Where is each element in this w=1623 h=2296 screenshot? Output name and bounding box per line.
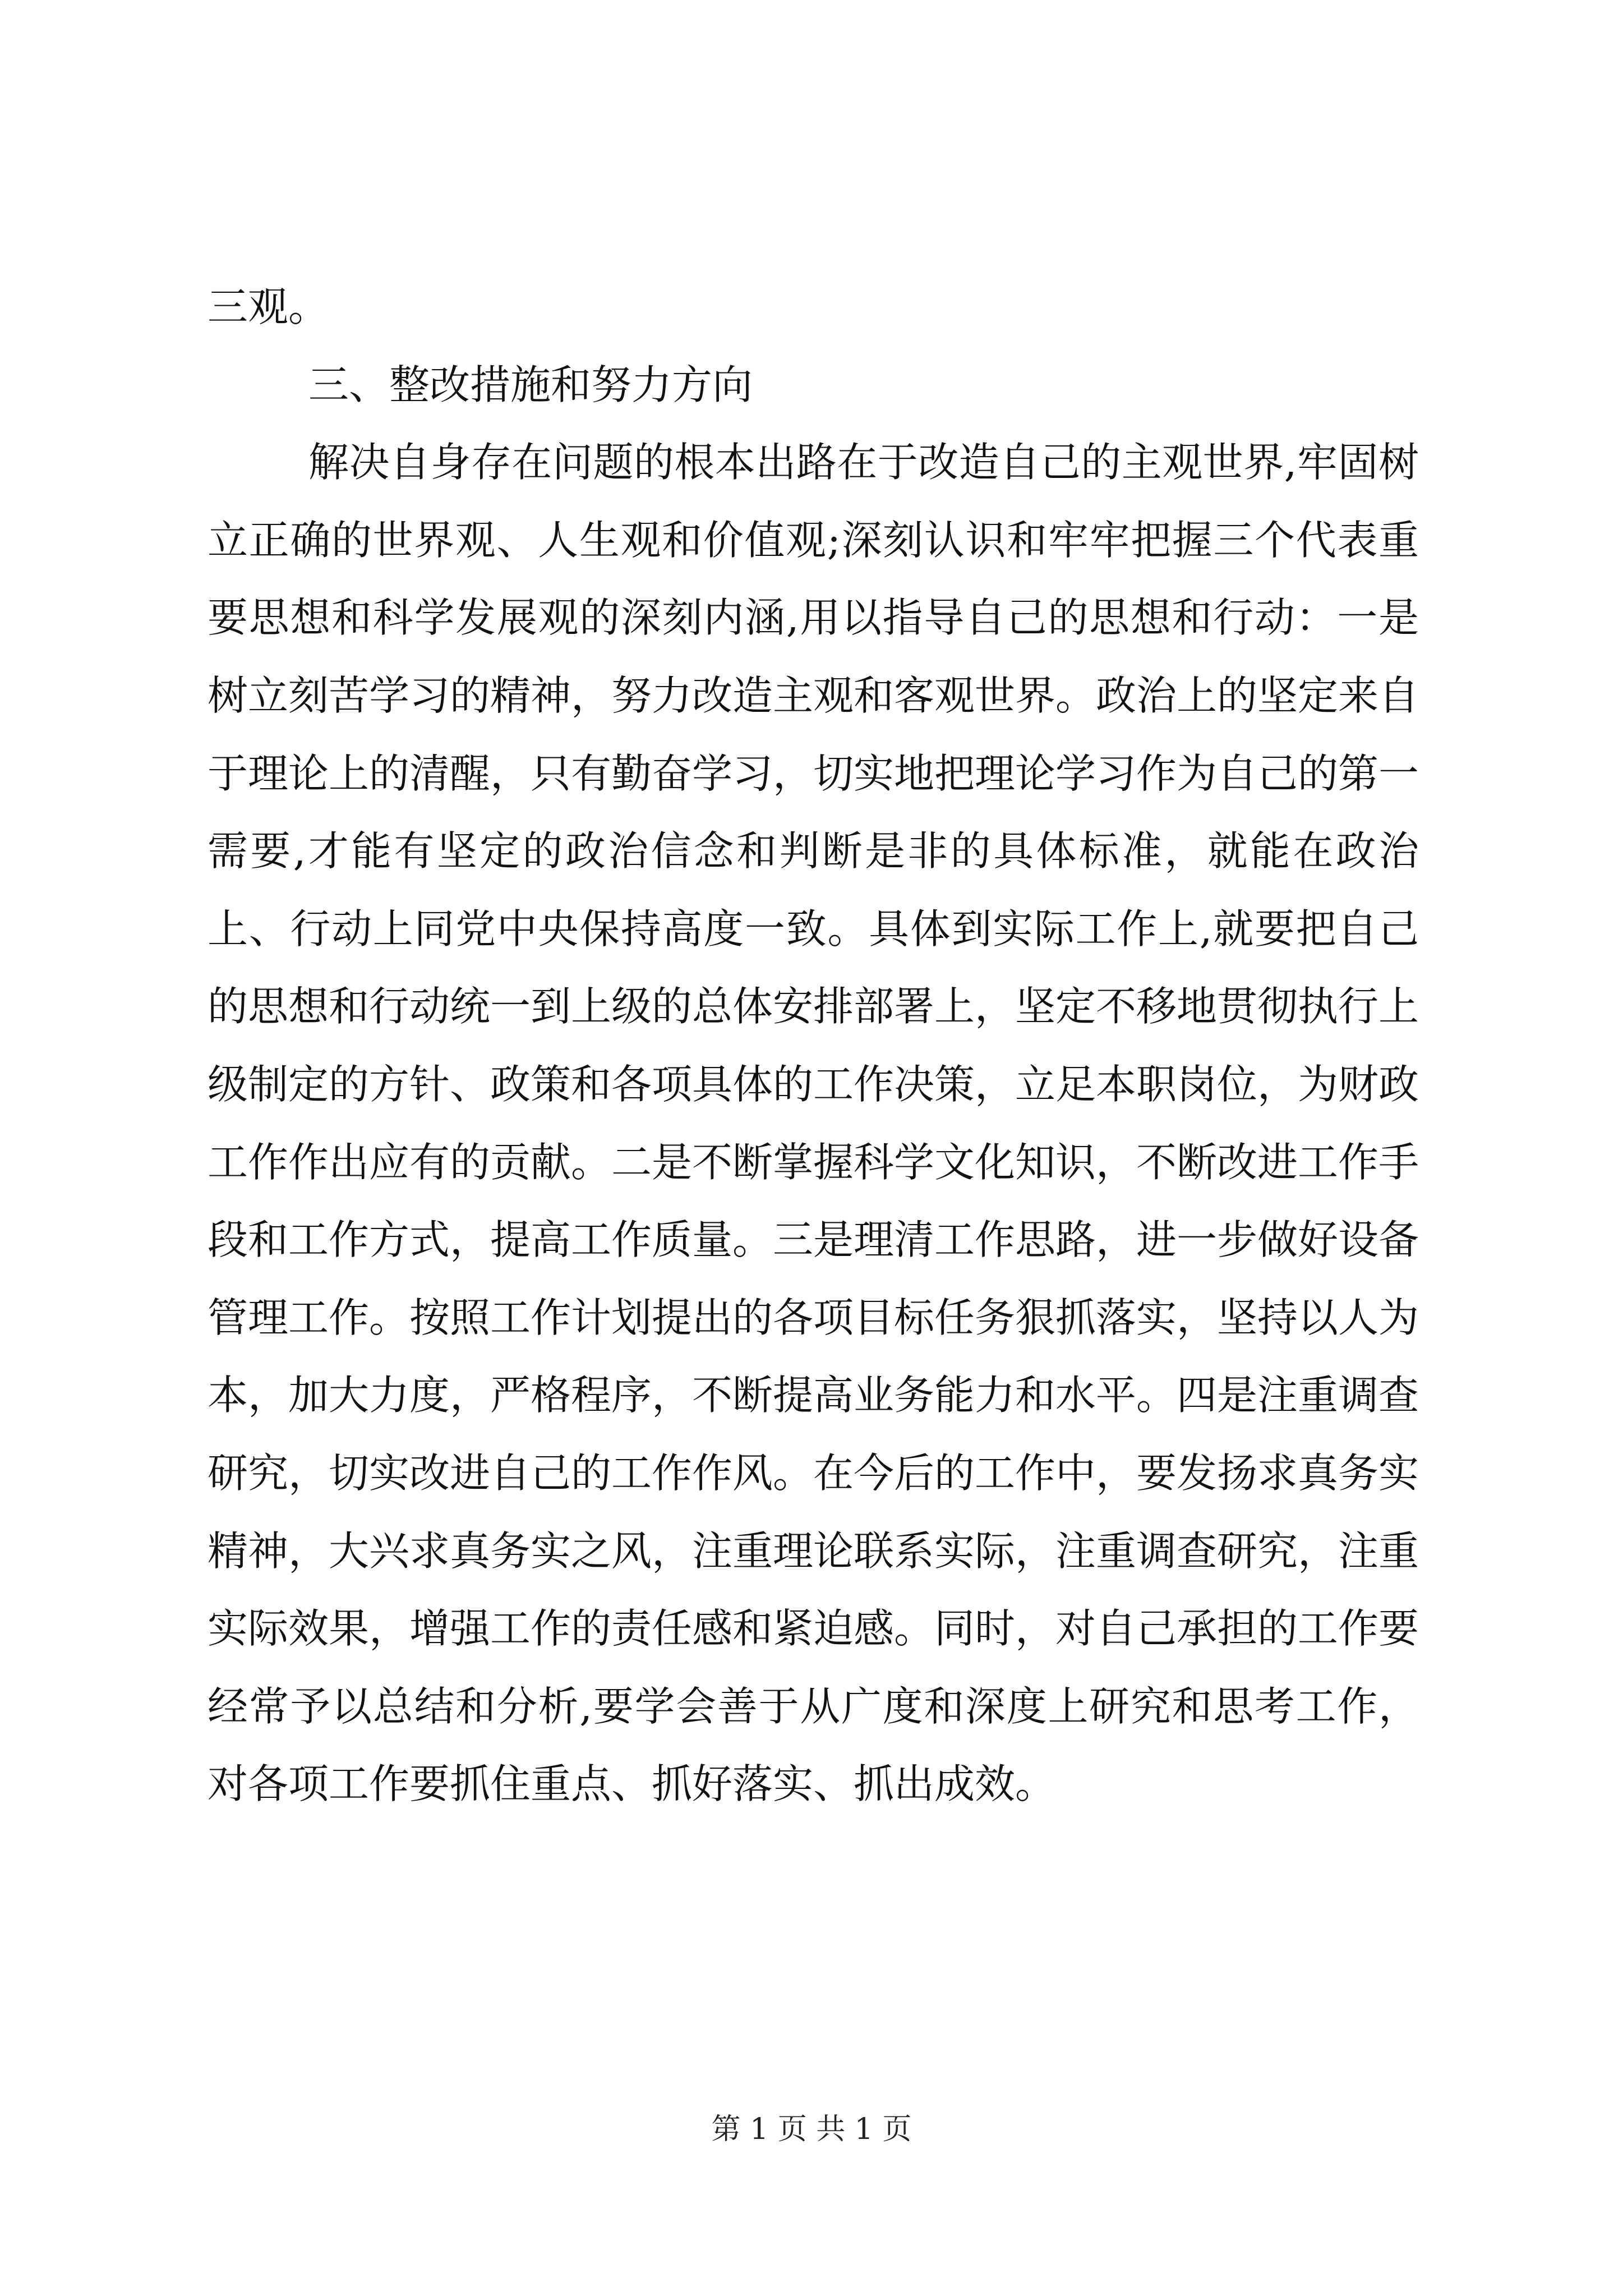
paragraph-continuation: 三观。 [208,283,329,330]
paragraph-body: 解决自身存在问题的根本出路在于改造自己的主观世界,牢固树立正确的世界观、人生观和价值观;深刻认识和牢牢把握三个代表重要思想和科学发展观的深刻内涵,用以指导自己的思想和行动：一是树立刻苦学习的精神，努力改造主观和客观世界。政治上的坚定来自于理论上的清醒，只有勤奋学习，切实地把理论学习作为自己的第一需要,才能有坚定的政治信念和判断是非的具体标准，就能在政治上、行动上同党中央保持高度一致。具体到实际工作上,就要把自己的思想和行动统一到上级的总体安排部署上，坚定不移地贯彻执行上级制定的方针、政策和各项具体的工作决策，立足本职岗位，为财政工作作出应有的贡献。二是不断掌握科学文化知识，不断改进工作手段和工作方式，提高工作质量。三是理清工作思路，进一步做好设备管理工作。按照工作计划提出的各项目标任务狠抓落实，坚持以人为本，加大力度，严格程序，不断提高业务能力和水平。四是注重调查研究，切实改进自己的工作作风。在今后的工作中，要发扬求真务实精神，大兴求真务实之风，注重理论联系实际，注重调查研究，注重实际效果，增强工作的责任感和紧迫感。同时，对自己承担的工作要经常予以总结和分析,要学会善于从广度和深度上研究和思考工作，对各项工作要抓住重点、抓好落实、抓出成效。 [208,439,1419,1808]
page-number: 第 1 页 共 1 页 [711,2113,912,2146]
section-heading: 三、整改措施和努力方向 [308,361,753,408]
page-footer [0,2113,1623,2146]
document-body [208,268,1419,1823]
